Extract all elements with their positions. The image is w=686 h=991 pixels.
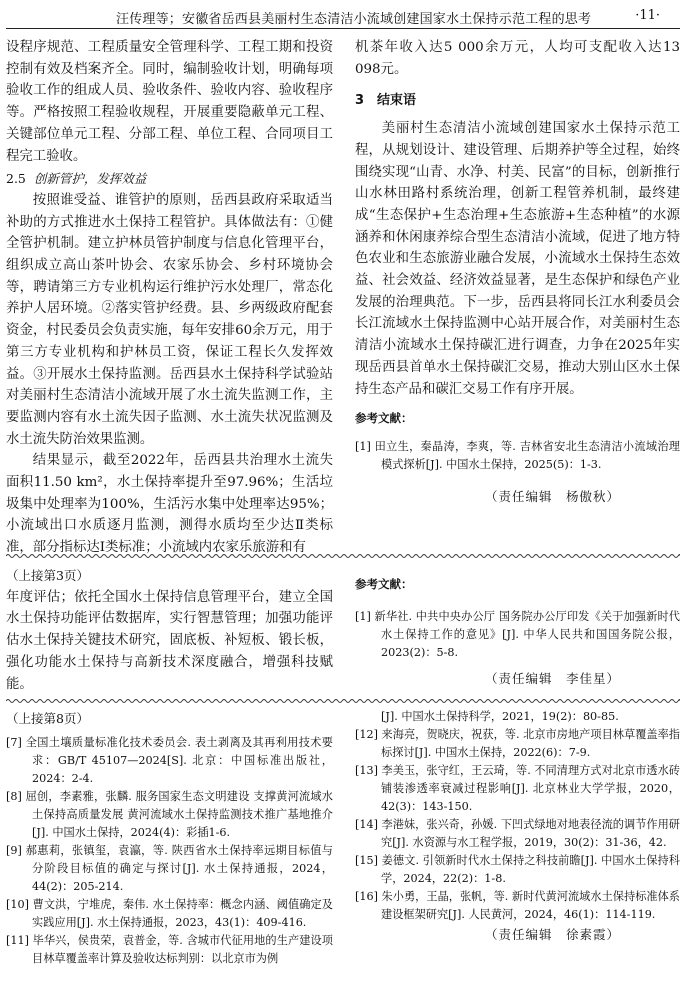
running-header xyxy=(0,0,686,26)
editor-credit: （责任编辑 李佳星） xyxy=(484,670,620,686)
header-rule xyxy=(6,28,680,29)
page-number: ·11· xyxy=(635,8,660,23)
mid-left-column xyxy=(6,565,333,695)
paragraph: 年度评估；依托全国水土保持信息管理平台，建立全国水土保持功能评估数据库，实行智慧管理；加强功能评估水土保持关键技术研究，固底板、补短板、锻长板，强化功能水土保持与高新技术深度融合，增强科技赋能。 xyxy=(6,589,333,692)
wavy-divider xyxy=(6,553,680,559)
top-left-column xyxy=(6,37,333,559)
reference-item: [1] 新华社. 中共中央办公厅 国务院办公厅印发《关于加强新时代水土保持工作的意见》[J]. 中华人民共和国国务院公报，2023(2)：5-8. xyxy=(355,609,680,659)
editor-credit: （责任编辑 杨傲秋） xyxy=(484,488,620,504)
continued-from: （上接第8页） xyxy=(6,711,89,726)
top-right-column xyxy=(355,37,680,508)
subsection-heading xyxy=(6,168,333,190)
continued-from: （上接第3页） xyxy=(6,568,89,583)
paragraph: 美丽村生态清洁小流域创建国家水土保持示范工程，从规划设计、建设管理、后期养护等全过程，始终围绕实现“山青、水净、村美、民富”的目标，创新推行山水林田路村系统治理，创新工程管养机制，最终建成“生态保护+生态治理+生态旅游+生态种植”的水源涵养和休闲康养综合型生态清洁小流域，促进了地方特色农业和生态旅游业融合发展，小流域水土保持生态效益、社会效益、经济效益显著，是生态保护和绿色产业发展的治理典范。下一步，岳西县将同长江水利委员会长江流域水土保持监测中心站开展合作，对美丽村生态清洁小流域水土保持碳汇进行调查，力争在2025年实现岳西县首单水土保持碳汇交易，推动大别山区水土保持生态产品和碳汇交易工作有序开展。 xyxy=(355,121,680,397)
reference-item: [14] 李港妹，张兴奇，孙媛. 下凹式绿地对地表径流的调节作用研究[J]. 水资源与水工程学报，2019，30(2)：31-36，42. xyxy=(355,818,680,849)
subsection-title: 创新管护，发挥效益 xyxy=(33,171,147,187)
subsection-number: 2.5 xyxy=(6,171,26,187)
reference-item: [10] 曹文洪，宁堆虎，秦伟. 水土保持率：概念内涵、阈值确定及实践应用[J]. 水土保持通报，2023，43(1)：409-416. xyxy=(6,897,333,929)
paragraph: 结果显示，截至2022年，岳西县共治理水土流失面积11.50 km²，水土保持率提升至97.96%；生活垃圾集中处理率为100%，生活污水集中处理率达95%；小流域出口水质逐月监测，测得水质均至少达Ⅱ类标准，部分指标达Ⅰ类标准；小流域内农家乐旅游和有 xyxy=(6,453,333,556)
reference-item: [9] 郝惠莉，张镇玺，袁瀛，等. 陕西省水土保持率远期目标值与分阶段目标值的确定与探讨[J]. 水土保持通报，2024，44(2)：205-214. xyxy=(6,843,333,893)
reference-item: [1] 田立生，秦晶涛，李爽，等. 吉林省安北生态清洁小流域治理模式探析[J]. 中国水土保持，2025(5)：1-3. xyxy=(355,439,680,471)
mid-right-column xyxy=(355,574,680,689)
reference-item: [13] 李美玉，张守红，王云琦，等. 不同清理方式对北京市透水砖铺装渗透率衰减过程影响[J]. 北京林业大学学报，2020，42(3)：143-150. xyxy=(355,764,680,813)
bottom-left-column xyxy=(6,708,333,968)
reference-item: [8] 屈创，李素雅，张麟. 服务国家生态文明建设 支撑黄河流域水土保持高质量发展 黄河流域水土保持监测技术推广基地推介[J]. 中国水土保持，2024(4)：彩插1-6. xyxy=(6,789,333,839)
section-heading: 3 结束语 xyxy=(355,93,417,109)
references-heading: 参考文献： xyxy=(355,577,413,591)
reference-item: [11] 毕华兴，侯贵荣，袁普金，等. 含城市代征用地的生产建设项目林草覆盖率计算及验收达标判别：以北京市为例 xyxy=(6,933,333,965)
references-heading: 参考文献： xyxy=(355,411,413,426)
wavy-divider xyxy=(6,698,680,704)
paragraph: 设程序规范、工程质量安全管理科学、工程工期和投资控制有效及档案齐全。同时，编制验收计划，明确每项验收工作的组成人员、验收条件、验收内容、验收程序等。严格按照工程验收规程，开展重要隐蔽单元工程、关键部位单元工程、分部工程、单位工程、合同项目工程完工验收。 xyxy=(6,40,333,164)
reference-item: [16] 朱小勇，王晶，张帆，等. 新时代黄河流域水土保持标准体系建设框架研究[J]. 人民黄河，2024，46(1)：114-119. xyxy=(355,890,680,921)
reference-item: [7] 全国土壤质量标准化技术委员会. 表土剥离及其再利用技术要求：GB/T 45107—2024[S]. 北京：中国标准出版社，2024：2-4. xyxy=(6,735,333,785)
reference-continuation: [J]. 中国水土保持科学，2021，19(2)：80-85. xyxy=(381,710,619,723)
paragraph: 按照谁受益、谁管护的原则，岳西县政府采取适当补助的方式推进水土保持工程管护。具体做法有：①健全管护机制。建立护林员管护制度与信息化管理平台，组织成立高山茶叶协会、农家乐协会、乡村环境协会等，聘请第三方专业机构运行维护污水处理厂，常态化养护人居环境。②落实管护经费。县、乡两级政府配套资金，村民委员会负责实施，每年安排60余万元，用于第三方专业机构和护林员工资，保证工程长久发挥效益。③开展水土保持监测。岳西县水土保持科学试验站对美丽村生态清洁小流域开展了水土流失监测工作，主要监测内容有水土流失因子监测、水土流失状况监测及水土流失防治效果监测。 xyxy=(6,192,333,447)
paragraph: 机茶年收入达5 000余万元，人均可支配收入达13 098元。 xyxy=(355,40,680,77)
editor-credit: （责任编辑 徐素霞） xyxy=(484,927,620,942)
header-title: 汪传理等；安徽省岳西县美丽村生态清洁小流域创建国家水土保持示范工程的思考 xyxy=(116,12,592,27)
bottom-right-column xyxy=(355,708,680,946)
reference-item: [12] 来海亮，贺晓庆，祝获，等. 北京市房地产项目林草覆盖率指标探讨[J]. 中国水土保持，2022(6)：7-9. xyxy=(355,728,680,759)
reference-item: [15] 姜德文. 引领新时代水土保持之科技前瞻[J]. 中国水土保持科学，2024，22(2)：1-8. xyxy=(355,854,680,885)
